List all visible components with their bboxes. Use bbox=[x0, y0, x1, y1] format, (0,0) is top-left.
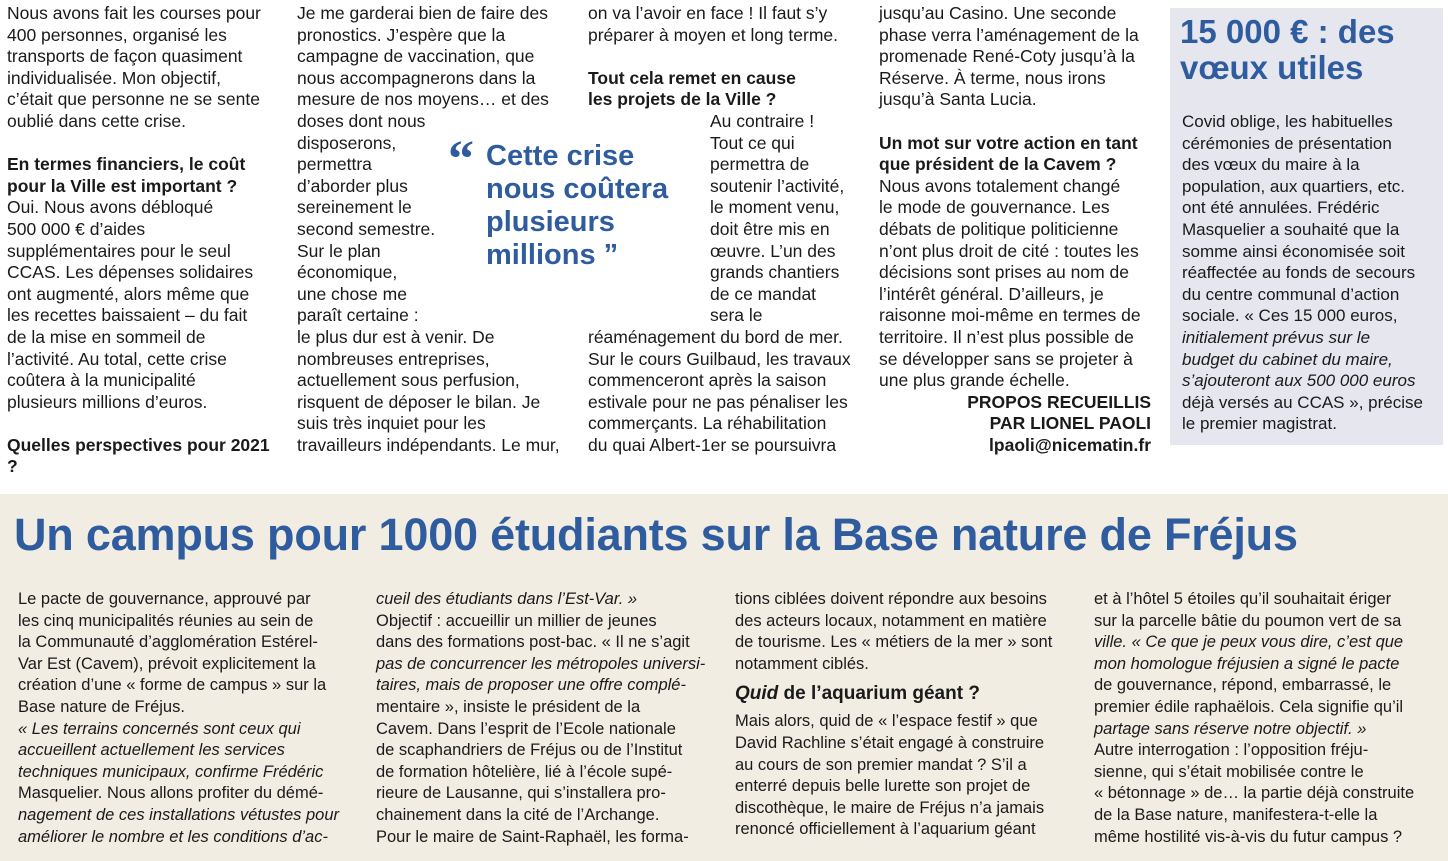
text-line: de scaphandriers de Fréjus ou de l’Institut bbox=[376, 741, 683, 760]
text-line: David Rachline s’était engagé à construire bbox=[735, 733, 1045, 752]
text-line: commerçants. La réhabilitation bbox=[588, 413, 827, 434]
text-line: accueillent actuellement les services bbox=[18, 741, 285, 760]
pull-quote-line: Cette crise bbox=[486, 140, 635, 172]
text-line: des vœux du maire à la bbox=[1182, 155, 1360, 175]
text-line: de la Base nature, manifestera-t-elle la bbox=[1094, 805, 1378, 824]
interview-col-4 bbox=[879, 3, 1151, 456]
text-line: sera le bbox=[710, 305, 763, 326]
pull-quote bbox=[448, 131, 693, 272]
text-line: de tourisme. Les « métiers de la mer » sont bbox=[735, 633, 1053, 652]
sidebar-title bbox=[1180, 14, 1438, 86]
text-line: disposerons, bbox=[297, 132, 397, 153]
interview-col-3-narrow bbox=[710, 111, 860, 327]
byline: PAR LIONEL PAOLI bbox=[989, 413, 1151, 434]
interview-question: Quelles perspectives pour 2021 ? bbox=[7, 434, 270, 477]
text-line: les cinq municipalités réunies au sein de bbox=[18, 611, 314, 630]
text-line: coûtera à la municipalité bbox=[7, 370, 196, 391]
text-line: Mais alors, quid de « l’espace festif » que bbox=[735, 712, 1038, 731]
text-line: renoncé officiellement à l’aquarium géant bbox=[735, 820, 1036, 839]
text-line: ville. « Ce que je peux vous dire, c’est que bbox=[1094, 633, 1404, 652]
text-line: l’activité. Au total, cette crise bbox=[7, 348, 227, 369]
text-line: budget du cabinet du maire, bbox=[1182, 349, 1393, 369]
text-line: notamment ciblés. bbox=[735, 654, 869, 673]
text-line: décisions sont prises au nom de bbox=[879, 262, 1129, 283]
sidebar-box bbox=[1170, 8, 1443, 445]
pull-quote-line: millions ” bbox=[486, 239, 619, 271]
text-line: le mode de gouvernance. Les bbox=[879, 197, 1110, 218]
text-line: mon homologue fréjusien a signé le pacte bbox=[1094, 654, 1400, 673]
text-line: campagne de vaccination, que bbox=[297, 46, 535, 67]
text-line: territoire. Il n’est plus possible de bbox=[879, 326, 1134, 347]
text-line: techniques municipaux, confirme Frédéric bbox=[18, 762, 324, 781]
text-line: actuellement sous perfusion, bbox=[297, 370, 520, 391]
interview-col-1 bbox=[7, 3, 282, 478]
text-line: cérémonies de présentation bbox=[1182, 133, 1392, 153]
interview-question: les projets de la Ville ? bbox=[588, 89, 777, 110]
article-col-2 bbox=[376, 589, 721, 848]
text-line: paraît certaine : bbox=[297, 305, 419, 326]
text-line: de ce mandat bbox=[710, 283, 817, 304]
text-line: Sur le plan bbox=[297, 240, 381, 261]
text-line: le premier magistrat. bbox=[1182, 414, 1337, 434]
text-line: grands chantiers bbox=[710, 262, 840, 283]
text-line: promenade René-Coty jusqu’à la bbox=[879, 46, 1135, 67]
interview-question: Un mot sur votre action en tant bbox=[879, 132, 1138, 153]
text-line: sienne, qui s’était mobilisée contre le bbox=[1094, 762, 1364, 781]
text-line: enterré depuis belle lurette son projet de bbox=[735, 777, 1031, 796]
text-line: une plus grande échelle. bbox=[879, 370, 1070, 391]
text-line: second semestre. bbox=[297, 218, 436, 239]
text-line: Var Est (Cavem), prévoit explicitement la bbox=[18, 654, 316, 673]
text-line: Tout ce qui bbox=[710, 132, 795, 153]
article-col-1 bbox=[18, 589, 363, 848]
text-line: doses dont nous bbox=[297, 110, 426, 131]
text-line: premier édile raphaëlois. Cela signifie qu’il bbox=[1094, 697, 1404, 716]
text-line: d’aborder plus bbox=[297, 175, 408, 196]
text-line: le plus dur est à venir. De bbox=[297, 326, 495, 347]
text-line: Je me garderai bien de faire des bbox=[297, 3, 548, 23]
text-line: déjà versés au CCAS », précise bbox=[1182, 392, 1423, 412]
text-line: Sur le cours Guilbaud, les travaux bbox=[588, 348, 851, 369]
text-line: supplémentaires pour le seul bbox=[7, 240, 231, 261]
text-line: réaffectée au fonds de secours bbox=[1182, 263, 1416, 283]
text-line: cueil des étudiants dans l’Est-Var. » bbox=[376, 590, 638, 608]
text-line: sereinement le bbox=[297, 197, 412, 218]
text-line: dans des formations post-bac. « Il ne s’agit bbox=[376, 633, 690, 652]
text-line: de gouvernance, répond, embarrassé, le bbox=[1094, 676, 1392, 695]
text-line: Réserve. À terme, nous irons bbox=[879, 67, 1106, 88]
text-line: rieure de Lausanne, qui s’installera pro- bbox=[376, 784, 666, 803]
text-line: ont été annulées. Frédéric bbox=[1182, 198, 1380, 218]
text-line: se développer sans se projeter à bbox=[879, 348, 1133, 369]
quote-mark-icon: “ bbox=[448, 131, 474, 188]
text-line: permettra de bbox=[710, 154, 810, 175]
text-line: commenceront après la saison bbox=[588, 370, 827, 391]
text-line: Autre interrogation : l’opposition fréju- bbox=[1094, 741, 1369, 760]
text-line: transports de façon quasiment bbox=[7, 46, 243, 67]
text-line: population, aux quartiers, etc. bbox=[1182, 176, 1406, 196]
article-col-4 bbox=[1094, 589, 1439, 848]
text-line: CCAS. Les dépenses solidaires bbox=[7, 262, 254, 283]
article-subhead bbox=[735, 681, 1080, 707]
text-line: Au contraire ! bbox=[710, 111, 815, 131]
text-line: somme ainsi économisée soit bbox=[1182, 241, 1405, 261]
sidebar-title-line: 15 000 € : des bbox=[1180, 13, 1395, 50]
text-line: la Communauté d’agglomération Estérel- bbox=[18, 633, 318, 652]
text-line: nous accompagnerons dans la bbox=[297, 67, 536, 88]
text-line: mentaire », insiste le président de la bbox=[376, 697, 641, 716]
sidebar-title-line: vœux utiles bbox=[1180, 49, 1364, 86]
text-line: s’ajouteront aux 500 000 euros bbox=[1182, 371, 1416, 391]
text-line: suis très inquiet pour les bbox=[297, 413, 486, 434]
text-line: jusqu’à Santa Lucia. bbox=[879, 89, 1037, 110]
text-line: discothèque, le maire de Fréjus n’a jamais bbox=[735, 798, 1045, 817]
interview-col-3-top bbox=[588, 3, 858, 111]
text-line: création d’une « forme de campus » sur la bbox=[18, 676, 327, 695]
text-line: réaménagement du bord de mer. bbox=[588, 327, 843, 347]
text-line: des acteurs locaux, notamment en matière bbox=[735, 611, 1047, 630]
text-line: nombreuses entreprises, bbox=[297, 348, 490, 369]
text-line: Oui. Nous avons débloqué bbox=[7, 197, 214, 218]
text-line: pas de concurrencer les métropoles universi- bbox=[376, 654, 706, 673]
article-headline: Un campus pour 1000 étudiants sur la Base nature de Fréjus bbox=[14, 509, 1298, 560]
text-line: partage sans réserve notre objectif. » bbox=[1094, 719, 1367, 738]
text-line: taires, mais de proposer une offre complé- bbox=[376, 676, 686, 695]
text-line: économique, bbox=[297, 262, 398, 283]
text-line: les recettes baissaient – du fait bbox=[7, 305, 248, 326]
text-line: de formation hôtelière, lié à l’école supé- bbox=[376, 762, 673, 781]
pull-quote-line: nous coûtera bbox=[486, 173, 669, 205]
text-line: Masquelier. Nous allons profiter du démé- bbox=[18, 784, 324, 803]
pull-quote-line: plusieurs bbox=[486, 206, 615, 238]
text-line: 500 000 € d’aides bbox=[7, 218, 146, 239]
subhead-text: de l’aquarium géant ? bbox=[778, 683, 980, 705]
interview-question: pour la Ville est important ? bbox=[7, 175, 238, 196]
text-line: et à l’hôtel 5 étoiles qu’il souhaitait ériger bbox=[1094, 590, 1392, 608]
text-line: Le pacte de gouvernance, approuvé par bbox=[18, 590, 311, 608]
text-line: phase verra l’aménagement de la bbox=[879, 24, 1139, 45]
text-line: tions ciblées doivent répondre aux besoins bbox=[735, 590, 1047, 608]
text-line: chainement dans la cité de l’Archange. bbox=[376, 805, 660, 824]
text-line: Nous avons totalement changé bbox=[879, 175, 1121, 196]
text-line: c’était que personne ne se sente bbox=[7, 89, 260, 110]
text-line: l’intérêt général. D’ailleurs, je bbox=[879, 283, 1104, 304]
text-line: Pour le maire de Saint-Raphaël, les forma- bbox=[376, 827, 689, 846]
text-line: individualisée. Mon objectif, bbox=[7, 67, 222, 88]
text-line: sur la parcelle bâtie du poumon vert de sa bbox=[1094, 611, 1402, 630]
text-line: sociale. « Ces 15 000 euros, bbox=[1182, 306, 1398, 326]
author-email: lpaoli@nicematin.fr bbox=[989, 434, 1151, 455]
text-line: jusqu’au Casino. Une seconde bbox=[879, 3, 1117, 23]
text-line: Masquelier a souhaité que la bbox=[1182, 219, 1400, 239]
subhead-italic: Quid bbox=[735, 683, 779, 705]
interview-col-3-bottom bbox=[588, 327, 860, 457]
text-line: nagement de ces installations vétustes pour bbox=[18, 805, 340, 824]
text-line: œuvre. L’un des bbox=[710, 240, 836, 261]
text-line: 400 personnes, organisé les bbox=[7, 24, 227, 45]
text-line: initialement prévus sur le bbox=[1182, 327, 1371, 347]
text-line: débats de politique politicienne bbox=[879, 218, 1119, 239]
text-line: oublié dans cette crise. bbox=[7, 110, 186, 131]
text-line: permettra bbox=[297, 154, 372, 175]
text-line: une chose me bbox=[297, 283, 407, 304]
text-line: pronostics. J’espère que la bbox=[297, 24, 506, 45]
sidebar-text bbox=[1182, 111, 1437, 435]
text-line: de la mise en sommeil de bbox=[7, 326, 206, 347]
text-line: du quai Albert-1er se poursuivra bbox=[588, 434, 837, 455]
text-line: ont augmenté, alors même que bbox=[7, 283, 250, 304]
text-line: mesure de nos moyens… et des bbox=[297, 89, 549, 110]
text-line: « Les terrains concernés sont ceux qui bbox=[18, 719, 301, 738]
text-line: au cours de son premier mandat ? S’il a bbox=[735, 755, 1027, 774]
text-line: doit être mis en bbox=[710, 218, 830, 239]
byline: PROPOS RECUEILLIS bbox=[967, 391, 1151, 412]
text-line: préparer à moyen et long terme. bbox=[588, 24, 838, 45]
text-line: Nous avons fait les courses pour bbox=[7, 3, 261, 23]
article-col-3 bbox=[735, 589, 1080, 841]
text-line: améliorer le nombre et les conditions d’ac- bbox=[18, 827, 328, 846]
interview-question: Tout cela remet en cause bbox=[588, 67, 796, 88]
text-line: Cavem. Dans l’esprit de l’Ecole nationale bbox=[376, 719, 676, 738]
text-line: du centre communal d’action bbox=[1182, 284, 1400, 304]
text-line: même hostilité vis-à-vis du futur campus ? bbox=[1094, 827, 1403, 846]
text-line: Covid oblige, les habituelles bbox=[1182, 112, 1393, 131]
interview-question: En termes financiers, le coût bbox=[7, 154, 246, 175]
text-line: plusieurs millions d’euros. bbox=[7, 391, 208, 412]
text-line: Objectif : accueillir un millier de jeunes bbox=[376, 611, 657, 630]
text-line: soutenir l’activité, bbox=[710, 175, 845, 196]
text-line: raisonne moi-même en termes de bbox=[879, 305, 1141, 326]
text-line: risquent de déposer le bilan. Je bbox=[297, 391, 541, 412]
text-line: le moment venu, bbox=[710, 197, 840, 218]
text-line: Base nature de Fréjus. bbox=[18, 697, 185, 716]
text-line: travailleurs indépendants. Le mur, bbox=[297, 434, 560, 455]
text-line: « bétonnage » de… la partie déjà construite bbox=[1094, 784, 1415, 803]
text-line: on va l’avoir en face ! Il faut s’y bbox=[588, 3, 828, 23]
text-line: n’ont plus droit de cité : toutes les bbox=[879, 240, 1139, 261]
interview-question: que président de la Cavem ? bbox=[879, 154, 1117, 175]
text-line: estivale pour ne pas pénaliser les bbox=[588, 391, 848, 412]
